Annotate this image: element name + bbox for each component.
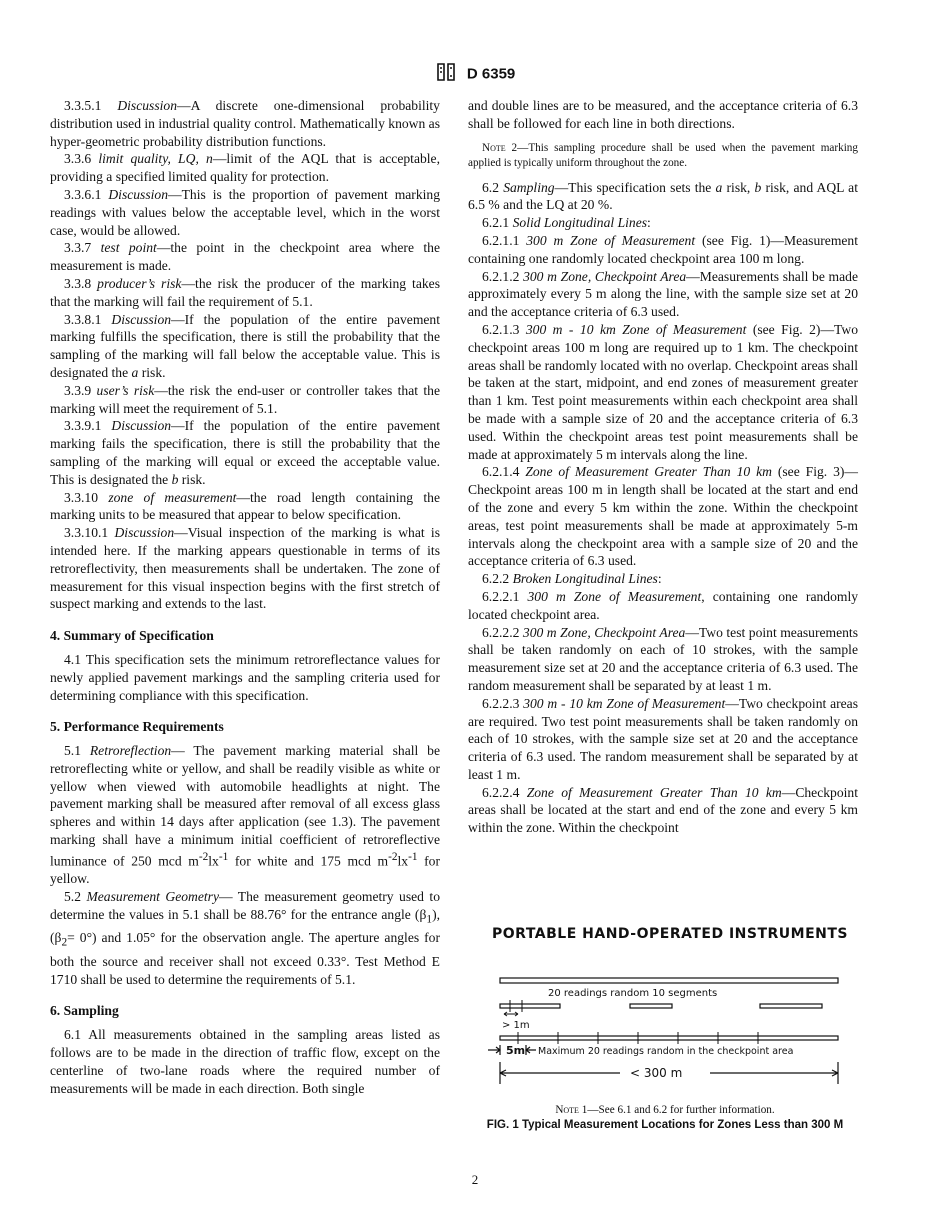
para-3-3-6: 3.3.6 limit quality, LQ, n—limit of the AQL that is acceptable, providing a specified limited quality for protection. (50, 151, 440, 185)
para-6-2-2-2: 6.2.2.2 300 m Zone, Checkpoint Area—Two test point measurements shall be taken randomly on each of 10 strokes, with the sample measurement size set at 20 and the acceptance criteria of 6.3 used. The random measurement shall be separated by at least 1 m. (468, 624, 858, 693)
para-6-2-1-3: 6.2.1.3 300 m - 10 km Zone of Measurement (see Fig. 2)—Two checkpoint areas 100 m long are required up to 1 km. The checkpoint areas shall be randomly located with no overlap. Checkpoint areas shall be taken at the start, midpoint, and end zones of measurement greater than 1 km. Test point measurements within each checkpoint area shall be made with a sample size of 20 and the acceptance criteria of 6.3 used. Within the checkpoint areas test point measurements shall be made at approximately 5 m intervals along the line. (468, 321, 859, 462)
segment-marks (510, 1000, 522, 1012)
para-5-1: 5.1 Retroreflection— The pavement marking material shall be retroreflecting white or yellow, and shall be readily visible as white or yellow when viewed with automobile headlights at night. The pavement marking shall be measured after removal of all excess glass spheres and within 14 days after application (see 1.3). The pavement marking shall have a minimum initial coefficient of retroreflective luminance of 250 mcd $m^{-2}lx^{-1}$ for white and 175 mcd $m^{-2}lx^{-1}$ for yellow. (50, 743, 440, 887)
page-header (0, 62, 950, 86)
section-heading-5: 5. Performance Requirements (50, 719, 224, 735)
figure-title: PORTABLE HAND-OPERATED INSTRUMENTS (492, 926, 849, 942)
para-3-3-9: 3.3.9 user’s risk—the risk the end-user or controller takes that the marking will meet the requirement of 5.1. (50, 382, 440, 416)
para-3-3-8: 3.3.8 producer’s risk—the risk the producer of the marking takes that the marking will fail the requirement of 5.1. (50, 275, 440, 309)
para-4-1: 4.1 This specification sets the minimum retroreflectance values for newly applied pavement markings and the sampling criteria used for determining compliance with this specification. (50, 651, 440, 703)
para-6-1: 6.1 All measurements obtained in the sampling areas listed as follows are to be made in the direction of traffic flow, except on the centerline of two-lane roads where the required number of measurements will be made in each direction. Both single (50, 1027, 440, 1096)
para-6-2-1-1: 6.2.1.1 300 m Zone of Measurement (see Fig. 1)—Measurement containing one randomly located checkpoint area 100 m long. (468, 232, 859, 266)
section-heading-6: 6. Sampling (50, 1003, 119, 1019)
para-6-2-2-1: 6.2.2.1 300 m Zone of Measurement, containing one randomly located checkpoint area. (468, 588, 859, 622)
section-heading-4: 4. Summary of Specification (50, 628, 214, 644)
para-3-3-10-1: 3.3.10.1 Discussion—Visual inspection of the marking is what is intended here. If the marking appears questionable in terms of its retroreflectivity, then measurements shall be undertaken. The zone of measurement for this visual inspection begins with the first stretch of suspect marking and extends to the last. (50, 525, 440, 612)
note-2: Note 2—This sampling procedure shall be used when the pavement marking applied is typically uniform throughout the zone. (468, 141, 858, 169)
figure-1 (470, 918, 860, 1132)
figure-note: Note 1—See 6.1 and 6.2 for further information. (555, 1104, 775, 1116)
astm-logo-icon (435, 62, 457, 86)
para-6-2-2: 6.2.2 Broken Longitudinal Lines: (482, 571, 662, 587)
page-number: 2 (471, 1172, 479, 1187)
para-5-2: 5.2 Measurement Geometry— The measurement geometry used to determine the values in 5.1 shall be 88.76° for the entrance angle $(\beta_1)$, $(\beta_2= 0^\circ)$ and 1.05° for the observation angle. The aperture angles for both the source and receiver shall not exceed 0.33°. Test Method E 1710 shall be used to determine the requirements of 5.1. (50, 889, 440, 987)
segment-3 (760, 1004, 822, 1008)
arrow-1m (504, 1012, 518, 1016)
label-300: < 300 m (630, 1066, 683, 1080)
para-6-1-continued: and double lines are to be measured, and the acceptance criteria of 6.3 shall be followed for each line in both directions. (468, 98, 858, 131)
label-segments: 20 readings random 10 segments (548, 988, 718, 999)
figure-caption: FIG. 1 Typical Measurement Locations for Zones Less than 300 M (486, 1119, 844, 1131)
top-line (500, 978, 838, 983)
label-max: Maximum 20 readings random in the checkpoint area (538, 1046, 794, 1057)
label-5m: 5m (506, 1044, 526, 1057)
para-3-3-9-1: 3.3.9.1 Discussion—If the population of the entire pavement marking fails the specification, there is still the probability that the sampling of the marking will equal or exceed the acceptable value. This is designated the b risk. (50, 418, 440, 487)
para-6-2-2-3: 6.2.2.3 300 m - 10 km Zone of Measurement—Two checkpoint areas are required. Two test point measurements shall be taken randomly on each of 10 strokes, with the sample size set at 20 and the acceptance criteria of 6.3 used. The random measurement shall be separated by at least 1 m. (468, 695, 858, 782)
right-column (468, 97, 858, 837)
para-3-3-6-1: 3.3.6.1 Discussion—This is the proportion of pavement marking readings with values below the acceptable level, which in the worst case, would be allowed. (50, 186, 440, 238)
para-6-2: 6.2 Sampling—This specification sets the a risk, b risk, and AQL at 6.5 % and the LQ at 20 %. (468, 179, 858, 213)
para-3-3-5-1: 3.3.5.1 Discussion—A discrete one-dimensional probability distribution used in industrial quality control. Mathematically known as hyper-geometric probability distribution functions. (50, 98, 441, 149)
figure-1-diagram (470, 918, 860, 1098)
label-1m: > 1m (502, 1020, 530, 1031)
para-3-3-7: 3.3.7 test point—the point in the checkpoint area where the measurement is made. (50, 240, 440, 274)
segment-2 (630, 1004, 672, 1008)
para-3-3-8-1: 3.3.8.1 Discussion—If the population of the entire pavement marking fulfills the specification, there is still the probability that the sampling of the marking will fall below the acceptable value. This is designated the a risk. (50, 311, 440, 380)
arrow-5m (488, 1045, 500, 1055)
para-6-2-2-4: 6.2.2.4 Zone of Measurement Greater Than 10 km—Checkpoint areas shall be located at the start and end of the zone and every 5 km within the zone. Within the checkpoint (468, 784, 858, 836)
para-6-2-1: 6.2.1 Solid Longitudinal Lines: (482, 215, 651, 231)
left-column (50, 97, 440, 1097)
checkpoint-ticks (518, 1032, 758, 1044)
segment-1 (500, 1004, 560, 1008)
para-6-2-1-2: 6.2.1.2 300 m Zone, Checkpoint Area—Measurements shall be made approximately every 5 m along the line, with the sample size set at 20 and the acceptance criteria of 6.3 used. (468, 268, 858, 320)
para-3-3-10: 3.3.10 zone of measurement—the road length containing the marking units to be measured that appear to below specification. (50, 489, 441, 523)
document-code: D 6359 (466, 65, 516, 83)
arrow-max (526, 1045, 536, 1055)
para-6-2-1-4: 6.2.1.4 Zone of Measurement Greater Than 10 km (see Fig. 3)—Checkpoint areas 100 m in length shall be located at the start and end of the zone and every 5 km within the zone. Within the checkpoint areas, test point measurements shall be made at approximately 5-m intervals along the checkpoint area with a sample size of 20 and the acceptance criteria of 6.3 used. (468, 464, 858, 569)
checkpoint-line (500, 1036, 838, 1040)
